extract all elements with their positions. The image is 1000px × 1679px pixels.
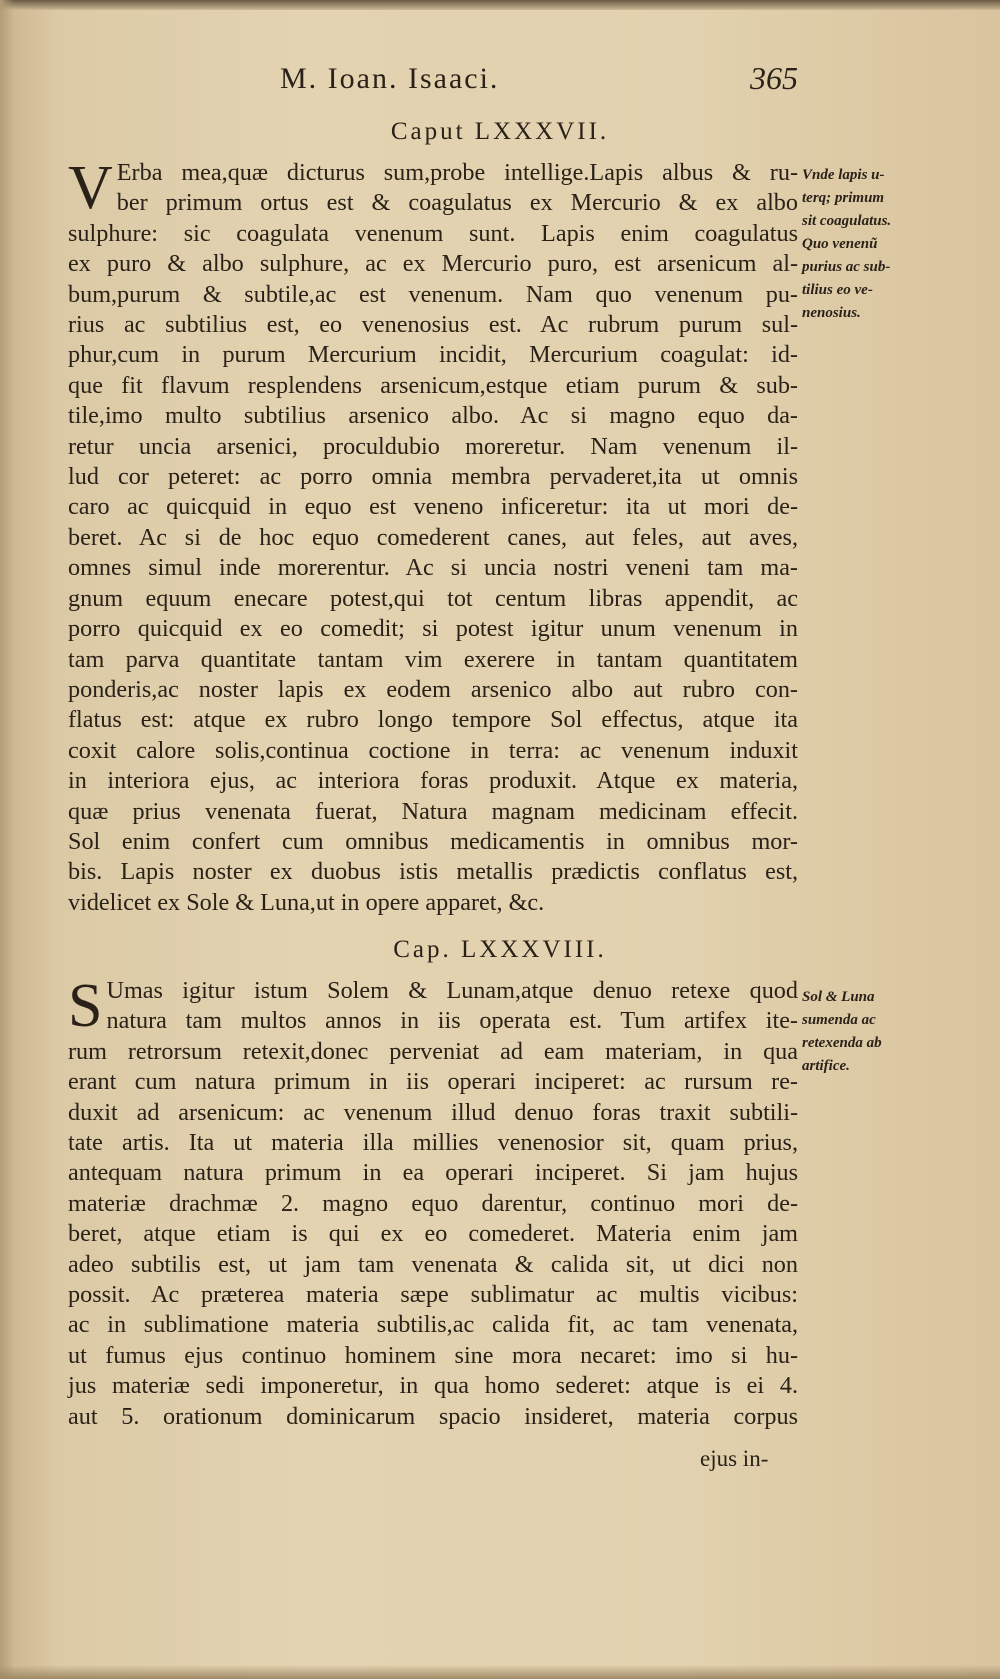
chapter-body <box>68 972 798 1432</box>
text-line: beret. Ac si de hoc equo comederent canes, aut feles, aut aves, <box>68 523 798 551</box>
catchword: ejus in- <box>700 1446 769 1471</box>
text-line: ex puro & albo sulphure, ac ex Mercurio puro, est arsenicum al- <box>68 250 798 278</box>
text-line: ponderis,ac noster lapis ex eodem arsenico albo aut rubro con- <box>68 675 798 703</box>
marginal-line: artifice. <box>802 1058 850 1074</box>
text-line: phur,cum in purum Mercurium incidit, Mercurium coagulat: id- <box>68 341 798 369</box>
marginal-note <box>802 164 922 325</box>
text-line: ut fumus ejus continuo hominem sine mora necaret: imo si hu- <box>68 1341 798 1369</box>
text-line: retur uncia arsenici, proculdubio moreretur. Nam venenum il- <box>68 432 798 460</box>
marginal-line: terq; primum <box>802 190 885 206</box>
marginal-line: retexenda ab <box>802 1035 882 1051</box>
marginal-line: purius ac sub- <box>802 259 891 275</box>
text-line: caro ac quicquid in equo est veneno inficeretur: ita ut mori de- <box>68 493 798 521</box>
text-line: Umas igitur istum Solem & Lunam,atque denuo retexe quod <box>106 977 798 1004</box>
text-line: possit. Ac præterea materia sæpe sublimatur ac multis vicibus: <box>68 1281 798 1309</box>
text-line: adeo subtilis est, ut jam tam venenata & calida sit, ut dici non <box>68 1250 798 1278</box>
text-line: tile,imo multo subtilius arsenico albo. Ac si magno equo da- <box>68 402 798 430</box>
text-line: ac in sublimatione materia subtilis,ac calida fit, ac tam venenata, <box>68 1311 798 1339</box>
text-line: Erba mea,quæ dicturus sum,probe intellige.Lapis albus & ru- <box>116 159 798 186</box>
text-line: tam parva quantitate tantam vim exerere in tantam quantitatem <box>68 645 798 673</box>
text-line: porro quicquid ex eo comedit; si potest igitur unum venenum in <box>68 615 798 643</box>
text-line: sulphure: sic coagulata venenum sunt. Lapis enim coagulatus <box>68 219 798 247</box>
text-line: lud cor peteret: ac porro omnia membra pervaderet,ita ut omnis <box>68 463 798 491</box>
text-line: videlicet ex Sole & Luna,ut in opere apparet, &c. <box>68 888 545 916</box>
text-line: duxit ad arsenicum: ac venenum illud denuo foras traxit subtili- <box>68 1098 798 1126</box>
text-line: bum,purum & subtile,ac est venenum. Nam quo venenum pu- <box>68 280 798 308</box>
text-line: bis. Lapis noster ex duobus istis metallis prædictis conflatus est, <box>68 858 798 886</box>
marginal-line: Vnde lapis u- <box>802 167 885 183</box>
text-line: quæ prius venenata fuerat, Natura magnam medicinam effecit. <box>68 797 798 825</box>
marginal-line: tilius eo ve- <box>802 282 873 298</box>
text-line: que fit flavum resplendens arsenicum,estque etiam purum & sub- <box>68 371 798 399</box>
page-top-edge <box>0 0 1000 10</box>
text-line: rum retrorsum retexit,donec perveniat ad eam materiam, in qua <box>68 1037 798 1065</box>
page-bottom-edge <box>0 1665 1000 1679</box>
text-line: natura tam multos annos in iis operata est. Tum artifex ite- <box>106 1007 798 1035</box>
text-line: aut 5. orationum dominicarum spacio insideret, materia corpus <box>68 1402 798 1430</box>
text-line: flatus est: atque ex rubro longo tempore Sol effectus, atque ita <box>68 706 798 734</box>
text-line: gnum equum enecare potest,qui tot centum libras appendit, ac <box>68 584 798 612</box>
marginal-line: Sol & Luna <box>802 989 875 1005</box>
text-line: ber primum ortus est & coagulatus ex Mercurio & ex albo <box>116 189 798 217</box>
page-gutter-shadow <box>0 0 14 1679</box>
marginal-note <box>802 986 922 1078</box>
text-line: antequam natura primum in ea operari inciperet. Si jam hujus <box>68 1159 798 1187</box>
marginal-line: sit coagulatus. <box>802 213 892 229</box>
text-line: jus materiæ sedi imponeretur, in qua homo sederet: atque is ei 4. <box>68 1372 798 1400</box>
running-head: M. Ioan. Isaaci. <box>280 62 500 95</box>
text-line: rius ac subtilius est, eo venenosius est. Ac rubrum purum sul- <box>68 311 798 339</box>
page-number: 365 <box>750 60 798 96</box>
text-line: coxit calore solis,continua coctione in terra: ac venenum induxit <box>68 736 798 764</box>
chapter-heading: Caput LXXXVII. <box>390 118 610 145</box>
marginal-line: Quo venenũ <box>802 236 878 252</box>
drop-capital: V <box>68 154 113 222</box>
marginal-line: sumenda ac <box>802 1012 876 1028</box>
text-line: erant cum natura primum in iis operari inciperet: ac rursum re- <box>68 1068 798 1096</box>
text-line: omnes simul inde morerentur. Ac si uncia nostri veneni tam ma- <box>68 554 798 582</box>
chapter-body <box>68 154 798 918</box>
marginal-line: nenosius. <box>802 305 861 321</box>
drop-capital: S <box>68 972 103 1040</box>
text-line: tate artis. Ita ut materia illa millies venenosior sit, quam prius, <box>68 1129 798 1157</box>
text-line: materiæ drachmæ 2. magno equo darentur, continuo mori de- <box>68 1189 798 1217</box>
text-line: beret, atque etiam is qui ex eo comederet. Materia enim jam <box>68 1220 798 1248</box>
chapter-heading: Cap. LXXXVIII. <box>393 936 607 963</box>
text-line: Sol enim confert cum omnibus medicamentis in omnibus mor- <box>68 827 798 855</box>
text-line: in interiora ejus, ac interiora foras produxit. Atque ex materia, <box>68 767 798 795</box>
